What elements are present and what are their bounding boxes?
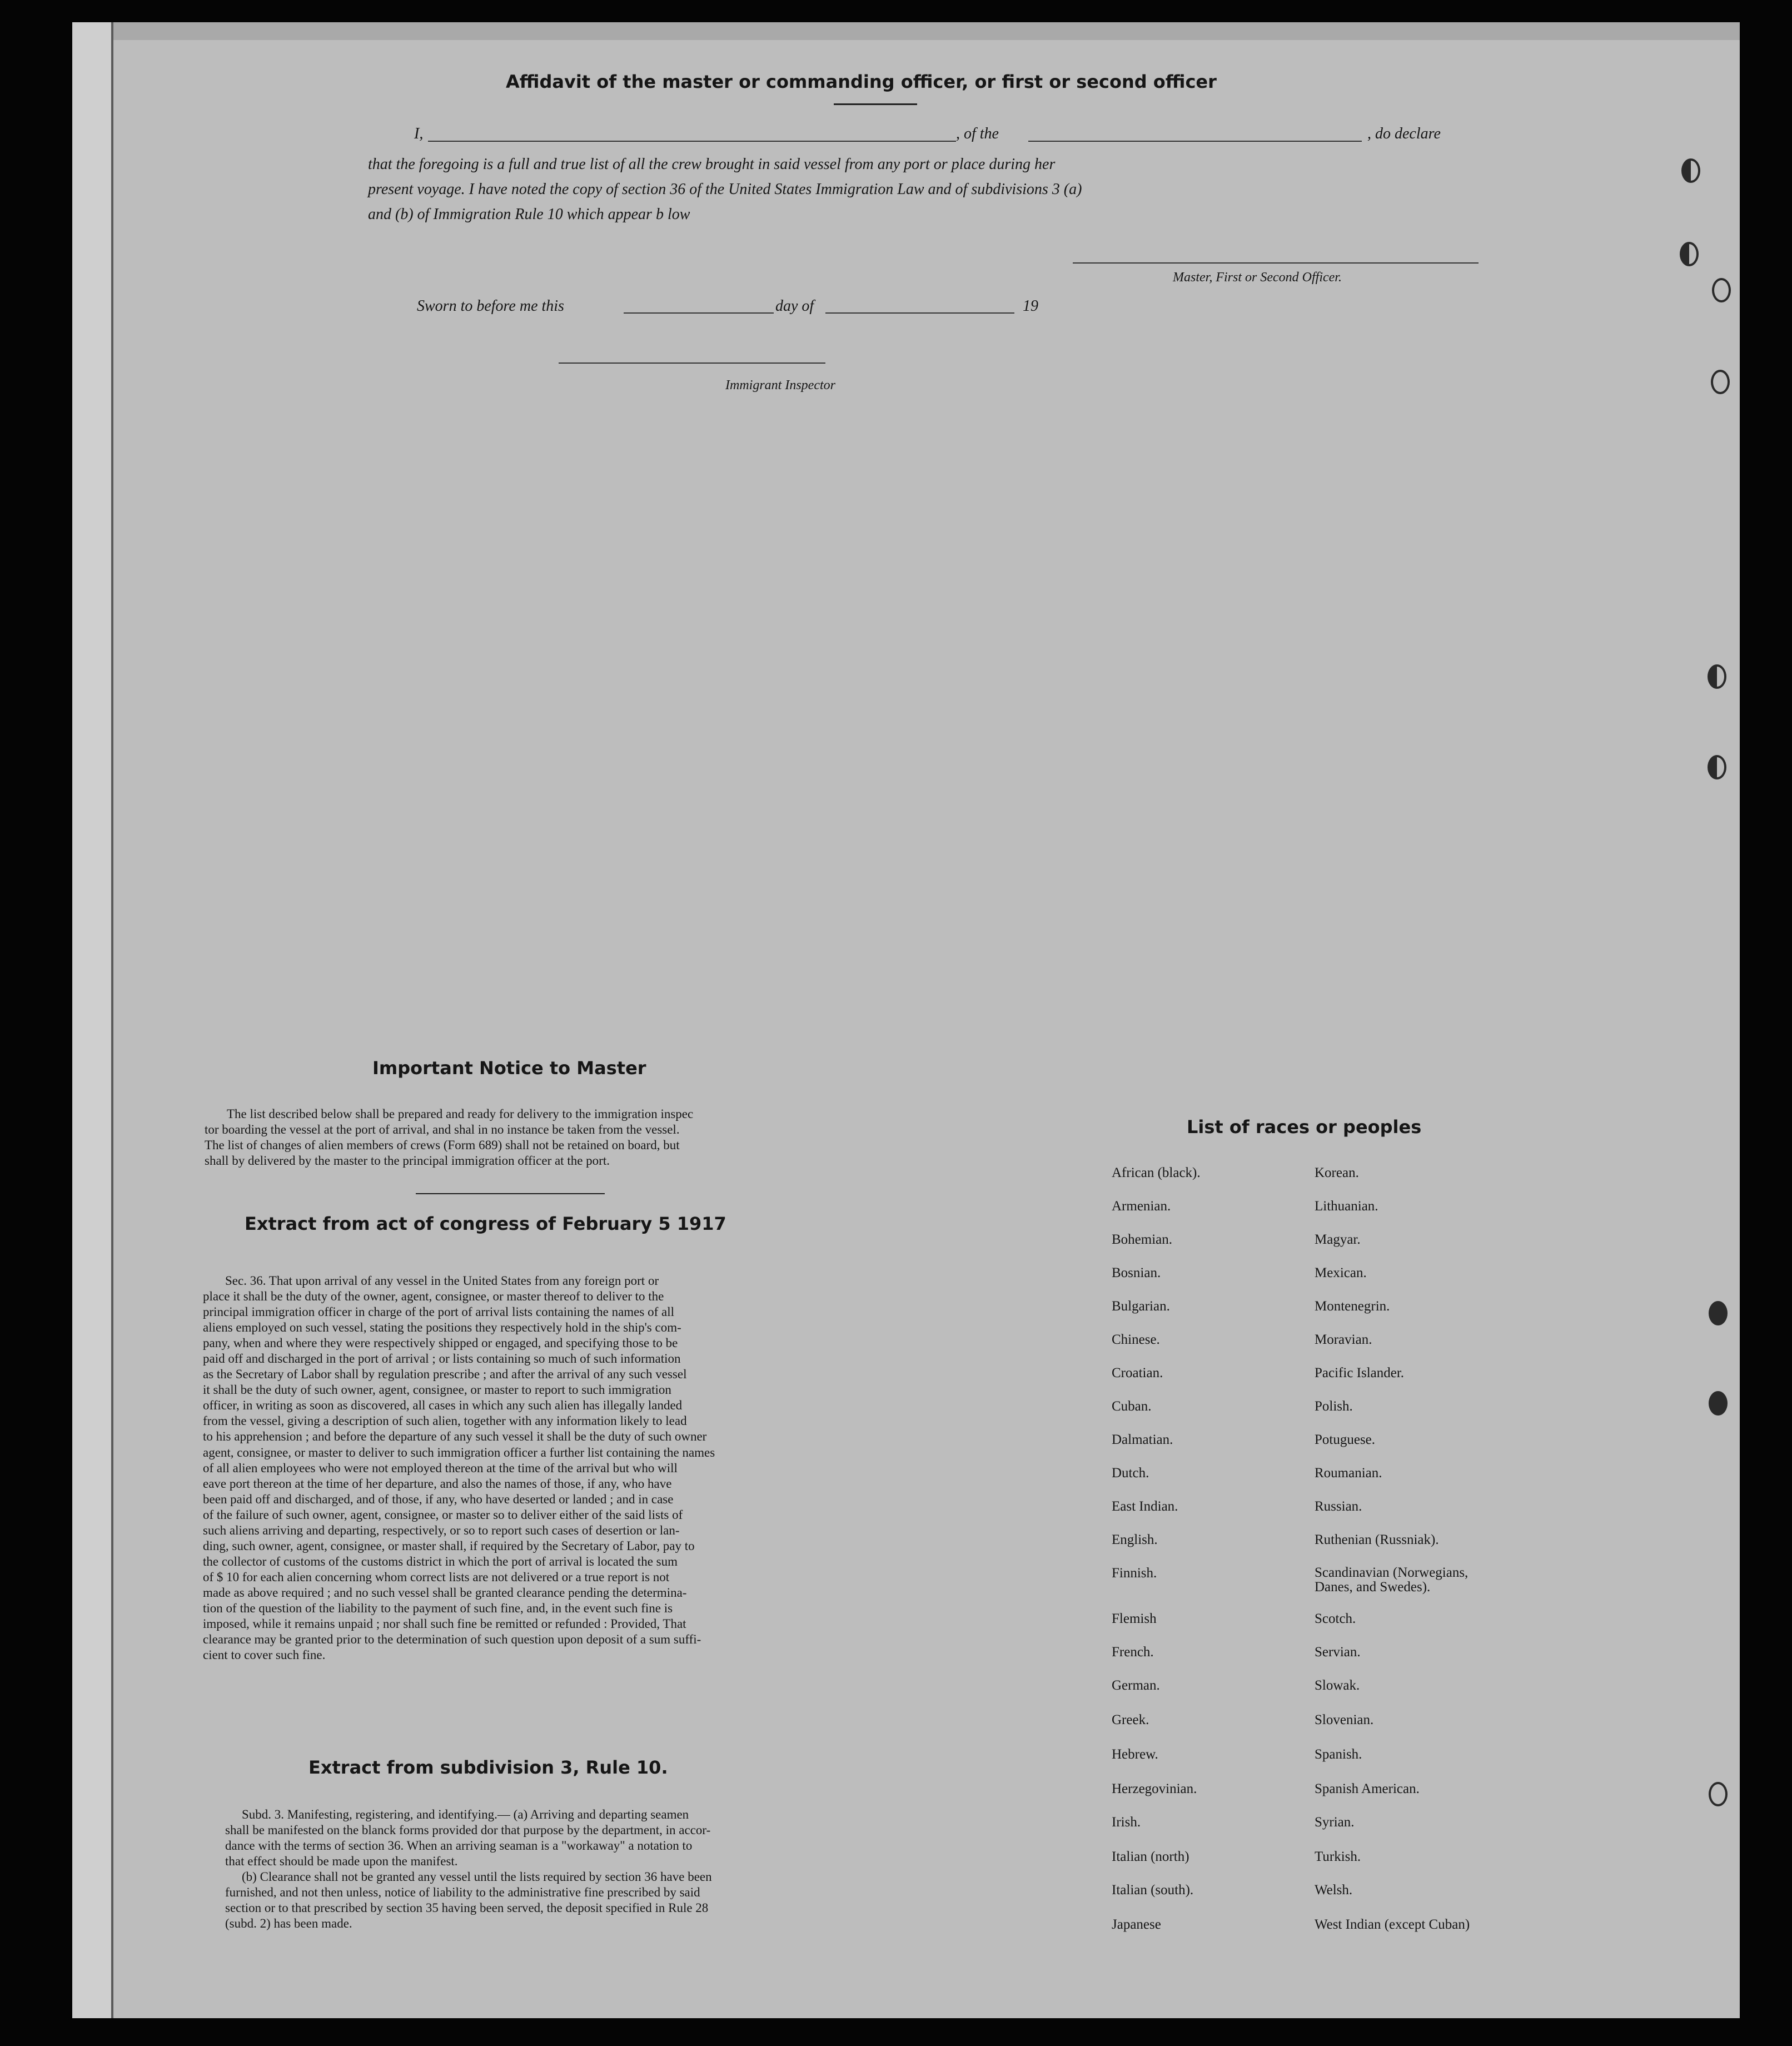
race-right: West Indian (except Cuban) [1315, 1917, 1470, 1932]
binder-hole-icon [1711, 370, 1730, 394]
act-line: as the Secretary of Labor shall by regulation prescribe ; and after the arrival of any such vessel [203, 1367, 687, 1382]
act-line: made as above required ; and no such vessel shall be granted clearance pending the determina- [203, 1585, 687, 1600]
sworn-day-blank[interactable] [624, 312, 774, 314]
act-line: been paid off and discharged, and of those, if any, who have deserted or landed ; and in case [203, 1492, 674, 1506]
rule-line: that effect should be made upon the manifest. [225, 1854, 458, 1869]
binder-hole-icon [1708, 755, 1726, 779]
race-left: East Indian. [1112, 1499, 1178, 1514]
affidavit-name-blank[interactable] [428, 141, 956, 142]
sworn-label: Sworn to before me this [417, 297, 564, 315]
act-line: of $ 10 for each alien concerning whom correct lists are not delivered or a true report is not [203, 1570, 670, 1584]
race-left: Japanese [1112, 1917, 1161, 1932]
races-title: List of races or peoples [1187, 1116, 1422, 1138]
notice-rule [416, 1193, 605, 1194]
affidavit-line-3: and (b) of Immigration Rule 10 which appear b low [368, 206, 690, 223]
act-line: the collector of customs of the customs district in which the port of arrival is located the sum [203, 1554, 678, 1568]
race-left: Herzegovinian. [1112, 1781, 1197, 1796]
act-line: Sec. 36. That upon arrival of any vessel in the United States from any foreign port or [225, 1274, 659, 1288]
race-right: Lithuanian. [1315, 1199, 1378, 1214]
master-signature-blank[interactable] [1073, 262, 1479, 264]
race-left: Cuban. [1112, 1399, 1152, 1414]
act-line: eave port thereon at the time of her departure, and also the names of those, if any, who have [203, 1476, 672, 1491]
inspector-signature-blank[interactable] [559, 362, 825, 364]
act-line: pany, when and where they were respectively shipped or engaged, and specifying those to be [203, 1336, 678, 1350]
act-line: it shall be the duty of such owner, agent, consignee, or master to report to such immigration [203, 1383, 671, 1397]
race-left: Croatian. [1112, 1365, 1163, 1380]
sworn-month-blank[interactable] [825, 312, 1014, 314]
act-line: paid off and discharged in the port of arrival ; or lists containing so much of such information [203, 1352, 681, 1366]
affidavit-title-rule [834, 103, 917, 105]
act-line: principal immigration officer in charge of the port of arrival lists containing the names of all [203, 1305, 674, 1319]
act-line: officer, in writing as soon as discovered, all cases in which any such alien has illegally landed [203, 1398, 683, 1413]
race-left: Hebrew. [1112, 1747, 1158, 1762]
race-right: Moravian. [1315, 1332, 1372, 1347]
affidavit-line-2: present voyage. I have noted the copy of section 36 of the United States Immigration Law and of subdivisions 3 (a) [368, 181, 1082, 198]
day-of-label: day of [775, 297, 814, 315]
inspector-label: Immigrant Inspector [725, 378, 835, 393]
act-line: ding, such owner, agent, consignee, or master shall, if required by the Secretary of Labor, pay to [203, 1538, 695, 1553]
race-right: Ruthenian (Russniak). [1315, 1532, 1439, 1547]
race-left: French. [1112, 1645, 1154, 1660]
affidavit-line-1: that the foregoing is a full and true list of all the crew brought in said vessel from any port or place during her [368, 156, 1056, 173]
race-left: Dutch. [1112, 1466, 1149, 1481]
race-right: Spanish American. [1315, 1781, 1420, 1796]
binder-hole-icon [1680, 242, 1699, 266]
master-signature-label: Master, First or Second Officer. [1173, 270, 1342, 285]
race-right: Turkish. [1315, 1849, 1361, 1864]
act-line: place it shall be the duty of the owner, agent, consignee, or master thereof to deliver to the [203, 1289, 664, 1304]
race-left: Italian (south). [1112, 1883, 1194, 1898]
binder-hole-icon [1709, 1782, 1728, 1806]
binder-hole-icon [1708, 664, 1726, 689]
extract-act-title: Extract from act of congress of February 5 1917 [245, 1213, 726, 1234]
extract-act-body [203, 1273, 825, 1663]
affidavit-of-the-label: , of the [956, 125, 999, 142]
race-right: Magyar. [1315, 1232, 1361, 1247]
race-left: Chinese. [1112, 1332, 1160, 1347]
affidavit-vessel-blank[interactable] [1028, 141, 1362, 142]
affidavit-declare-label: , do declare [1367, 125, 1441, 142]
race-left: Armenian. [1112, 1199, 1171, 1214]
top-band [113, 22, 1740, 40]
affidavit-i-label: I, [414, 125, 424, 142]
rule-line: section or to that prescribed by section 35 having been served, the deposit specified in Rule 28 [225, 1901, 709, 1915]
extract-rule-body [225, 1807, 831, 1931]
race-right: Spanish. [1315, 1747, 1362, 1762]
act-line: tion of the question of the liability to the payment of such fine, and, in the event such fine is [203, 1601, 673, 1615]
year-label: 19 [1023, 297, 1038, 315]
race-left: Flemish [1112, 1611, 1157, 1626]
act-line: from the vessel, giving a description of such alien, together with any information likely to lead [203, 1414, 687, 1428]
notice-line: tor boarding the vessel at the port of arrival, and shal in no instance be taken from the vessel. [205, 1123, 680, 1137]
race-right: Pacific Islander. [1315, 1365, 1405, 1380]
notice-line: The list described below shall be prepared and ready for delivery to the immigration inspec [227, 1107, 694, 1121]
race-left: Dalmatian. [1112, 1432, 1173, 1447]
act-line: such aliens arriving and departing, respectively, or so to report such cases of desertion or lan- [203, 1523, 680, 1537]
notice-body [205, 1106, 822, 1169]
act-line: clearance may be granted prior to the determination of such question upon deposit of a sum suffi- [203, 1632, 701, 1647]
race-right: Scotch. [1315, 1611, 1356, 1626]
affidavit-title: Affidavit of the master or commanding officer, or first or second officer [506, 71, 1217, 92]
act-line: aliens employed on such vessel, stating the positions they respectively hold in the ship's com- [203, 1320, 681, 1335]
race-left: Finnish. [1112, 1566, 1157, 1581]
race-right: Korean. [1315, 1165, 1359, 1180]
race-right: Montenegrin. [1315, 1299, 1390, 1314]
race-left: Bohemian. [1112, 1232, 1173, 1247]
rule-line: (b) Clearance shall not be granted any vessel until the lists required by section 36 have been [242, 1870, 712, 1884]
race-right: Russian. [1315, 1499, 1362, 1514]
act-line: agent, consignee, or master to deliver to such immigration officer a further list containing the names [203, 1445, 715, 1459]
rule-line: shall be manifested on the blanck forms provided dor that purpose by the department, in accor- [225, 1823, 711, 1838]
rule-line: furnished, and not then unless, notice of liability to the administrative fine prescribed by said [225, 1885, 700, 1900]
act-line: cient to cover such fine. [203, 1648, 326, 1662]
act-line: of the failure of such owner, agent, consignee, or master so to deliver either of the said lists of [203, 1507, 683, 1522]
race-right: Potuguese. [1315, 1432, 1376, 1447]
extract-rule-title: Extract from subdivision 3, Rule 10. [308, 1757, 668, 1778]
rule-line: dance with the terms of section 36. When an arriving seaman is a "workaway" a notation to [225, 1839, 693, 1853]
act-line: to his apprehension ; and before the departure of any such vessel it shall be the duty of such owner [203, 1429, 707, 1444]
act-line: imposed, while it remains unpaid ; nor shall such fine be remitted or refunded : Provided, That [203, 1617, 686, 1631]
binder-hole-icon [1712, 278, 1731, 302]
race-left: English. [1112, 1532, 1158, 1547]
binder-hole-icon [1681, 158, 1700, 183]
race-right: Servian. [1315, 1645, 1361, 1660]
race-left: Bosnian. [1112, 1265, 1161, 1280]
act-line: of all alien employees who were not employed thereon at the time of the arrival but who will [203, 1461, 678, 1475]
binder-hole-icon [1709, 1301, 1728, 1325]
binding-margin [72, 22, 113, 2018]
race-left: Bulgarian. [1112, 1299, 1170, 1314]
race-left: African (black). [1112, 1165, 1201, 1180]
race-right: Slovenian. [1315, 1712, 1374, 1727]
race-right: Slowak. [1315, 1678, 1360, 1693]
rule-line: (subd. 2) has been made. [225, 1916, 352, 1931]
race-right: Syrian. [1315, 1815, 1355, 1830]
notice-line: shall by delivered by the master to the principal immigration officer at the port. [205, 1154, 610, 1168]
race-right: Welsh. [1315, 1883, 1353, 1898]
race-right: Scandinavian (Norwegians, Danes, and Swedes). [1315, 1565, 1469, 1595]
race-left: German. [1112, 1678, 1160, 1693]
race-left: Greek. [1112, 1712, 1149, 1727]
notice-line: The list of changes of alien members of crews (Form 689) shall not be retained on board, but [205, 1138, 680, 1153]
binder-hole-icon [1709, 1391, 1728, 1416]
manifest-page [72, 22, 1740, 2018]
race-left: Italian (north) [1112, 1849, 1189, 1864]
race-left: Irish. [1112, 1815, 1141, 1830]
race-right: Polish. [1315, 1399, 1353, 1414]
race-right: Roumanian. [1315, 1466, 1382, 1481]
rule-line: Subd. 3. Manifesting, registering, and identifying.— (a) Arriving and departing seamen [242, 1807, 689, 1821]
notice-title: Important Notice to Master [372, 1057, 646, 1079]
race-right: Mexican. [1315, 1265, 1367, 1280]
